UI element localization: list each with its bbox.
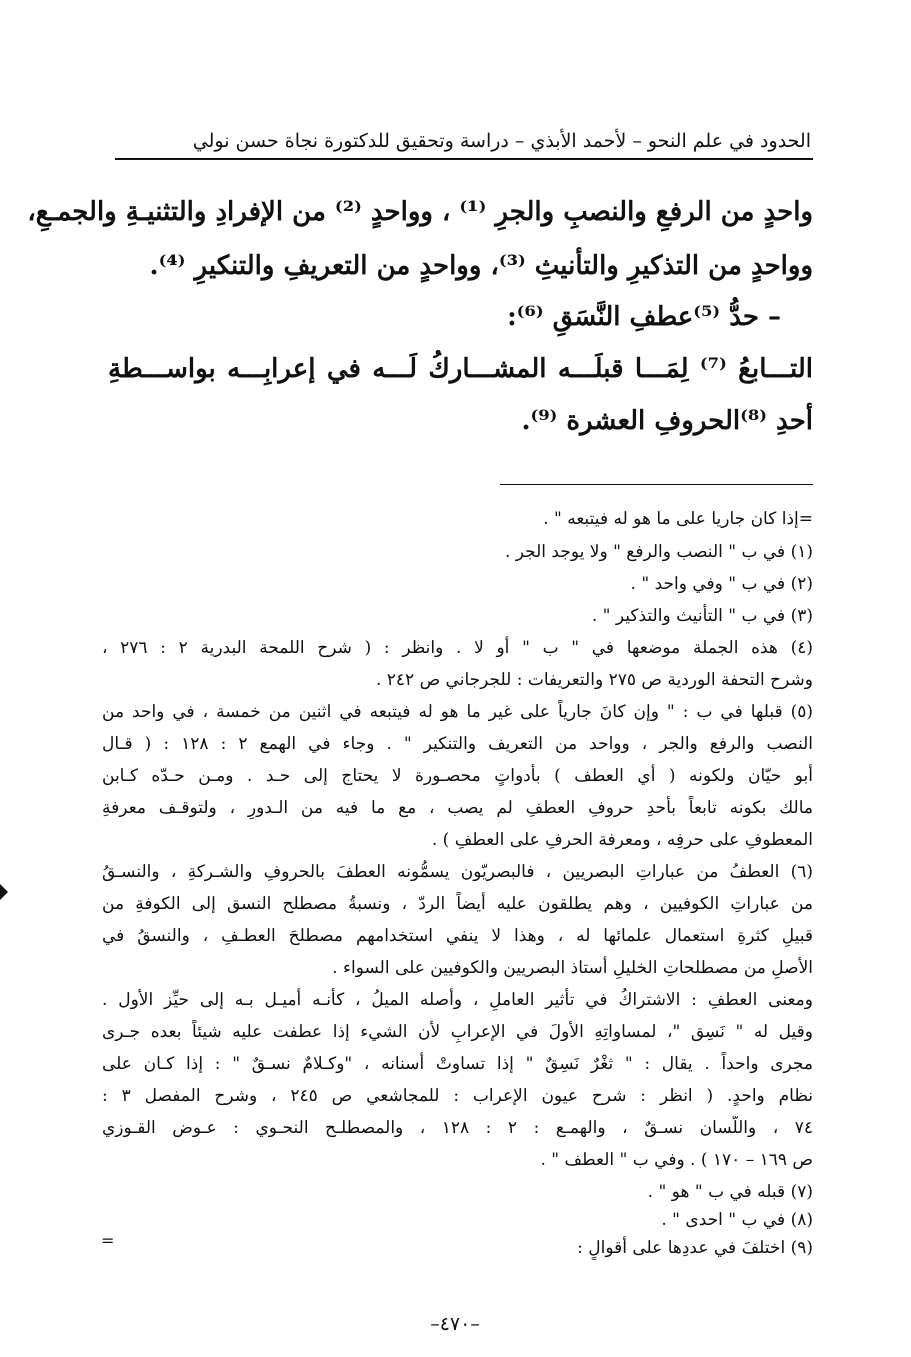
main-text-line-2: وواحدٍ من التذكيرِ والتأنيثِ ⁽³⁾، وواحدٍ من التعريفِ والتنكيرِ ⁽⁴⁾.: [149, 251, 813, 281]
footnote-line: (٩) اختلفَ في عددِها على أقوالٍ :: [577, 1238, 813, 1258]
footnote-rule: [500, 484, 813, 485]
footnote-line: (٨) في ب " احدى " .: [661, 1210, 813, 1230]
footnote-line: ومعنى العطفِ : الاشتراكُ في تأثير العاملِ ، وأصله الميلُ ، كأنـه أميـل بـه إلى حيِّز الأول .: [102, 990, 813, 1010]
main-text-line-5: أحدِ ⁽⁸⁾الحروفِ العشرة ⁽⁹⁾.: [521, 406, 813, 436]
header-rule: [115, 158, 813, 160]
footnote-line: =إذا كان جاريا على ما هو له فيتبعه " .: [543, 509, 813, 529]
footnote-line: (٥) قبلها في ب : " وإن كانَ جارياً على غير ما هو له فيتبعه في اثنين من خمسة ، في واحد من: [102, 702, 813, 722]
footnote-line: مجرى واحداً . يقال : " ثغْرٌ نَسِقٌ " إذا تساوتْ أسنانه ، "وكـلامٌ نسـقٌ " : إذا كـان على: [102, 1054, 813, 1074]
footnote-line: المعطوفِ على حرفِه ، ومعرفة الحرفِ على العطفِ ) .: [431, 830, 813, 850]
footnote-line: ص ١٦٩ – ١٧٠ ) . وفي ب " العطف " .: [540, 1150, 813, 1170]
footnote-line: نظام واحدٍ. ( انظر : شرح عيون الإعراب : للمجاشعي ص ٢٤٥ ، وشرح المفصل ٣ :: [102, 1086, 813, 1106]
page-number: –٤٧٠–: [430, 1313, 480, 1335]
footnote-line: (٢) في ب " وفي واحد " .: [630, 574, 813, 594]
margin-arrow-marker: [0, 884, 8, 900]
footnote-line: (٧) قبله في ب " هو " .: [647, 1182, 813, 1202]
definition-heading: – حدُّ ⁽⁵⁾عطفِ النَّسَقِ ⁽⁶⁾:: [507, 302, 781, 332]
main-text-line-1: واحدٍ من الرفعِ والنصبِ والجرِ ⁽¹⁾ ، وواحدٍ ⁽²⁾ من الإفرادِ والتثنيـةِ والجمـعِ،: [27, 197, 813, 227]
footnote-line: (٤) هذه الجملة موضعها في " ب " أو لا . وانظر : ( شرح اللمحة البدرية ٢ : ٢٧٦ ،: [102, 638, 813, 658]
footnote-line: (٣) في ب " التأنيث والتذكير " .: [591, 606, 813, 626]
footnote-line: ٧٤ ، واللّسان نسـقٌ ، والهمـع : ٢ : ١٢٨ ، والمصطلـح النحـوي : عـوض القـوزي: [102, 1118, 813, 1138]
main-text-line-4: التـــابعُ ⁽⁷⁾ لِمَـــا قبلَـــه المشـــاركُ لَـــه في إعرابِـــه بواســـطةِ: [108, 354, 813, 384]
footnote-line: مالك بكونه تابعاً بأحدِ حروفِ العطفِ لم يصب ، مع ما فيه من الـدورِ ، ولتوقـف معرفةِ: [102, 798, 813, 818]
running-header: الحدود في علم النحو – لأحمد الأبذي – دراسة وتحقيق للدكتورة نجاة حسن نولي: [192, 130, 811, 152]
continuation-mark: =: [101, 1231, 115, 1250]
footnote-line: (٦) العطفُ من عباراتِ البصريين ، فالبصريّون يسمُّونه العطفَ بالحروفِ والشـركةِ ، والنسـقُ: [102, 862, 813, 882]
footnote-line: وشرح التحفة الوردية ص ٢٧٥ والتعريفات : للجرجاني ص ٢٤٢ .: [375, 670, 813, 690]
footnote-line: من عباراتِ الكوفيين ، وهم يطلقون عليه أيضاً الردّ ، ونسبةُ مصطلح النسق إلى الكوفةِ من: [102, 894, 813, 914]
footnote-line: وقيل له " نَسِق "، لمساواتِهِ الأولَ في الإعرابِ لأن الشيء إذا عطفت عليه شيئاً بعده جـرى: [102, 1022, 813, 1042]
footnote-line: أبو حيّان ولكونه ( أي العطف ) بأدواتٍ محصـورة لا يحتاج إلى حـد . ومـن حـدّه كـابن: [102, 766, 813, 786]
footnote-line: (١) في ب " النصب والرفع " ولا يوجد الجر .: [504, 542, 813, 562]
footnote-line: النصب والرفع والجر ، وواحد من التعريف والتنكير " . وجاء في الهمع ٢ : ١٢٨ : ( قـال: [102, 734, 813, 754]
footnote-line: قبيلِ كثرةِ استعمال علمائها له ، وهذا لا ينفي استخدامهم مصطلحَ العطـفِ ، والنسقُ في: [102, 926, 813, 946]
footnote-line: الأصلِ من مصطلحاتِ الخليلِ أستاذ البصريين والكوفيين على السواء .: [332, 958, 813, 978]
